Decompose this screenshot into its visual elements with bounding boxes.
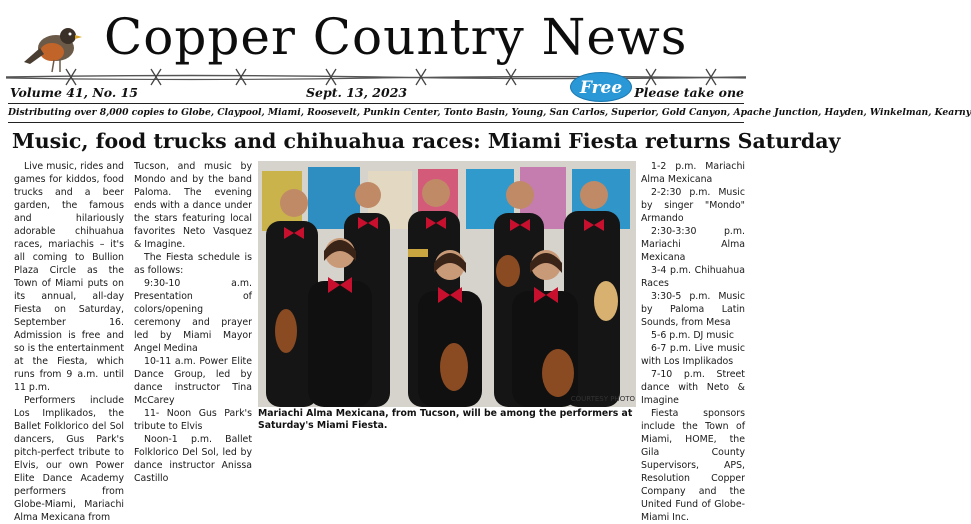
schedule-item: 3-4 p.m. Chihuahua Races [641,265,745,289]
schedule-item: 2-2:30 p.m. Music by singer "Mondo" Armando [641,187,745,224]
photo-credit: COURTESY PHOTO [570,395,635,403]
paragraph: Performers include Los Implikados, the Ballet Folklorico del Sol dancers, Gus Park's pitch-perfect tribute to Elvis, our own Power Elite Dance Academy performers from Globe-Miami, Mariachi Alma Mexicana from [14,395,124,523]
article-column-2 [134,160,252,485]
schedule-item: 11- Noon Gus Park's tribute to Elvis [134,408,252,432]
schedule-item: 1-2 p.m. Mariachi Alma Mexicana [641,161,745,185]
paragraph: Live music, rides and games for kiddos, food trucks and a beer garden, the famous and hilariously adorable chihuahua races, mariachis – it's all coming to Bullion Plaza Circle as the Town of Miami puts on its annual, all-day Fiesta on Saturday, September 16. Admission is free and so is the entertainment at the Fiesta, which runs from 9 a.m. until 11 p.m. [14,161,124,393]
volume-number: Volume 41, No. 15 [10,85,138,100]
issue-date: Sept. 13, 2023 [306,85,408,100]
schedule-item: 3:30-5 p.m. Music by Paloma Latin Sounds, from Mesa [641,291,745,328]
schedule-item: 6-7 p.m. Live music with Los Implikados [641,343,745,367]
distribution-line: Distributing over 8,000 copies to Globe, Claypool, Miami, Roosevelt, Punkin Center, Tonto Basin, Young, San Carlos, Superior, Gold Canyon, Apache Junction, Hayden, Winkelman, Kearny [8,107,971,118]
mariachi-photo [258,161,636,407]
take-one-note: Please take one [634,85,744,100]
article-headline: Music, food trucks and chihuahua races: Miami Fiesta returns Saturday [12,129,841,153]
article-column-3 [641,160,745,524]
article-column-1 [14,160,124,524]
paragraph: The Fiesta schedule is as follows: [134,252,252,276]
divider [8,122,744,123]
paragraph: Tucson, and music by Mondo and by the band Paloma. The evening ends with a dance under the stars featuring local favorites Neto Vasquez & Imagine. [134,161,252,250]
issue-info-bar [8,78,744,104]
schedule-item: 9:30-10 a.m. Presentation of colors/opening ceremony and prayer led by Miami Mayor Angel Medina [134,278,252,354]
schedule-item: Noon-1 p.m. Ballet Folklorico Del Sol, led by dance instructor Anissa Castillo [134,434,252,484]
photo-caption: Mariachi Alma Mexicana, from Tucson, will be among the performers at Saturday's Miami Fiesta. [258,408,633,431]
newspaper-title: Copper Country News [104,8,688,66]
masthead [0,0,750,84]
divider [8,103,744,104]
schedule-item: 10-11 a.m. Power Elite Dance Group, led by dance instructor Tina McCarey [134,356,252,406]
schedule-item: 5-6 p.m. DJ music [651,330,734,341]
sponsors-paragraph: Fiesta sponsors include the Town of Miami, HOME, the Gila County Supervisors, APS, Resolution Copper Company and the United Fund of Globe-Miami Inc. [641,408,745,523]
schedule-item: 7-10 p.m. Street dance with Neto & Imagine [641,369,745,406]
free-badge: Free [570,72,632,102]
schedule-item: 2:30-3:30 p.m. Mariachi Alma Mexicana [641,226,745,263]
